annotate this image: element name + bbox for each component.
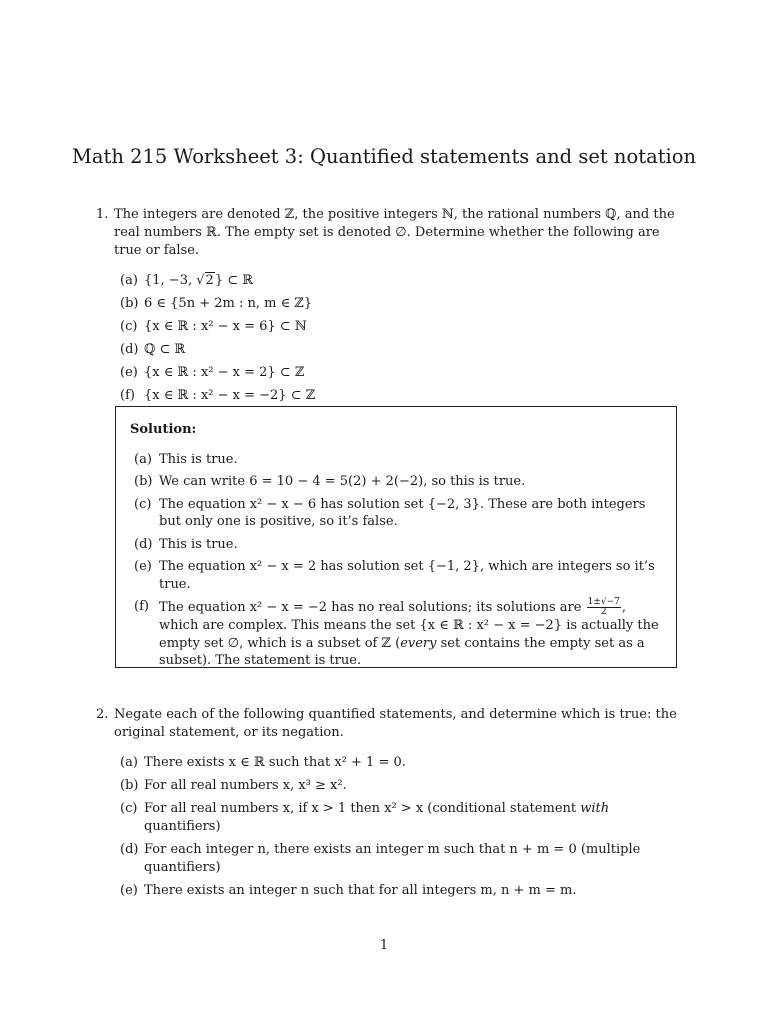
list-item bbox=[96, 882, 678, 900]
item-label: (e) bbox=[120, 883, 138, 898]
list-item bbox=[130, 496, 662, 531]
item-label: (a) bbox=[120, 273, 138, 288]
item-text: , which are complex. This means the set {x ∈ ℝ : x² − x = −2} is actually the empty set ∅, which is a subset of ℤ ( bbox=[159, 600, 659, 651]
item-label: (c) bbox=[120, 801, 138, 816]
item-label: (b) bbox=[134, 474, 153, 489]
page-number: 1 bbox=[379, 938, 389, 953]
list-item bbox=[96, 800, 678, 836]
item-text: The equation x² − x − 6 has solution set {−2, 3}. These are both integers but only one is positive, so it’s false. bbox=[159, 496, 646, 529]
item-text: There exists x ∈ ℝ such that x² + 1 = 0. bbox=[144, 755, 406, 770]
list-item bbox=[96, 295, 678, 313]
item-text: This is true. bbox=[159, 451, 238, 467]
item-text: For each integer n, there exists an integer m such that n + m = 0 (multiple quantifiers) bbox=[144, 842, 641, 875]
item-text: {x ∈ ℝ : x² − x = 2} ⊂ ℤ bbox=[144, 365, 305, 380]
problem-2-items bbox=[96, 754, 678, 900]
fraction bbox=[587, 598, 621, 617]
item-text: The equation x² − x = 2 has solution set {−1, 2}, which are integers so it’s true. bbox=[159, 559, 655, 592]
list-item bbox=[96, 387, 678, 405]
solution-box bbox=[115, 406, 677, 668]
list-item bbox=[130, 473, 662, 491]
sqrt-argument: 2 bbox=[205, 273, 214, 288]
problem-intro: The integers are denoted ℤ, the positive integers ℕ, the rational numbers ℚ, and the real numbers ℝ. The empty set is denoted ∅. Determine whether the following are true or false. bbox=[114, 207, 675, 258]
list-item bbox=[96, 318, 678, 336]
item-label: (e) bbox=[120, 365, 138, 380]
item-text: set contains the empty set as a subset). The statement is true. bbox=[159, 635, 645, 668]
list-item bbox=[96, 272, 678, 290]
problem-1-items bbox=[96, 272, 678, 405]
list-item bbox=[130, 598, 662, 670]
list-item bbox=[96, 777, 678, 795]
item-label: (e) bbox=[134, 559, 152, 574]
item-text: ℚ ⊂ ℝ bbox=[144, 342, 186, 357]
list-item bbox=[130, 451, 662, 469]
problem-1 bbox=[96, 206, 678, 410]
item-text: {x ∈ ℝ : x² − x = 6} ⊂ ℕ bbox=[144, 319, 307, 334]
item-text: 6 ∈ {5n + 2m : n, m ∈ ℤ} bbox=[144, 296, 313, 311]
problem-number: 2. bbox=[96, 707, 109, 722]
item-text: {1, −3, √ bbox=[144, 273, 205, 288]
solution-heading: Solution: bbox=[130, 422, 197, 437]
item-text: We can write 6 = 10 − 4 = 5(2) + 2(−2), so this is true. bbox=[159, 474, 526, 489]
list-item bbox=[96, 364, 678, 382]
item-label: (f) bbox=[120, 388, 135, 403]
problem-number: 1. bbox=[96, 207, 109, 222]
emphasis: every bbox=[400, 635, 437, 651]
item-text: This is true. bbox=[159, 536, 238, 552]
item-label: (c) bbox=[120, 319, 138, 334]
list-item bbox=[96, 754, 678, 772]
page-title: Math 215 Worksheet 3: Quantified statements and set notation bbox=[71, 145, 697, 168]
solution-items bbox=[130, 451, 662, 670]
item-label: (f) bbox=[134, 599, 149, 614]
problem-intro: Negate each of the following quantified statements, and determine which is true: the original statement, or its negation. bbox=[114, 707, 677, 740]
item-label: (c) bbox=[134, 496, 152, 512]
item-text: For all real numbers x, if x > 1 then x² > x (conditional statement bbox=[144, 801, 581, 816]
item-text: The equation x² − x = −2 has no real solutions; its solutions are bbox=[159, 600, 586, 615]
fraction-denominator: 2 bbox=[600, 607, 607, 617]
emphasis: with bbox=[580, 801, 610, 816]
item-text: There exists an integer n such that for all integers m, n + m = m. bbox=[144, 883, 577, 898]
item-label: (d) bbox=[120, 842, 139, 857]
item-label: (a) bbox=[120, 755, 138, 770]
item-label: (d) bbox=[120, 342, 139, 357]
item-label: (b) bbox=[120, 296, 139, 311]
item-label: (a) bbox=[134, 451, 152, 467]
item-text: } ⊂ ℝ bbox=[214, 273, 254, 288]
item-label: (b) bbox=[120, 778, 139, 793]
list-item bbox=[96, 341, 678, 359]
problem-2 bbox=[96, 706, 678, 905]
fraction-numerator: 1±√−7 bbox=[587, 597, 620, 607]
item-text: {x ∈ ℝ : x² − x = −2} ⊂ ℤ bbox=[144, 388, 316, 403]
list-item bbox=[130, 536, 662, 554]
item-text: quantifiers) bbox=[144, 819, 221, 834]
item-text: For all real numbers x, x³ ≥ x². bbox=[144, 778, 347, 793]
list-item bbox=[130, 558, 662, 593]
item-label: (d) bbox=[134, 536, 153, 552]
list-item bbox=[96, 841, 678, 877]
